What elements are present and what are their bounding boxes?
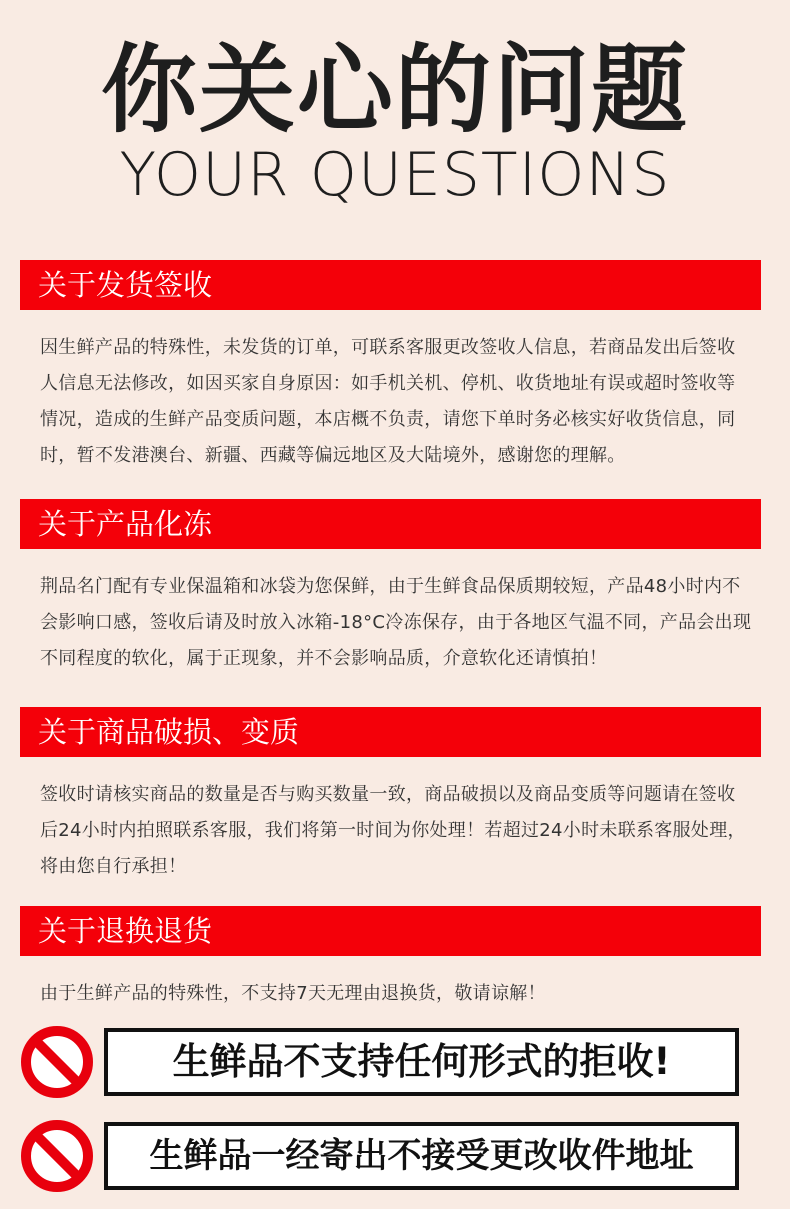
section-heading-shipping: 关于发货签收 bbox=[20, 260, 761, 310]
section-heading-returns: 关于退换退货 bbox=[20, 906, 761, 956]
section-heading-thawing: 关于产品化冻 bbox=[20, 499, 761, 549]
prohibited-icon bbox=[20, 1025, 94, 1099]
prohibited-icon bbox=[20, 1119, 94, 1193]
warning-no-address-change bbox=[104, 1122, 739, 1190]
section-body-damage: 签收时请核实商品的数量是否与购买数量一致，商品破损以及商品变质等问题请在签收后24小时内拍照联系客服，我们将第一时间为你处理！若超过24小时未联系客服处理，将由您自行承担！ bbox=[40, 784, 746, 877]
section-body-thawing: 荆品名门配有专业保温箱和冰袋为您保鲜，由于生鲜食品保质期较短，产品48小时内不会影响口感，签收后请及时放入冰箱-18°C冷冻保存，由于各地区气温不同，产品会出现不同程度的软化，属于正现象，并不会影响品质，介意软化还请慎拍！ bbox=[40, 576, 752, 669]
warning-text: 生鲜品一经寄出不接受更改收件地址 bbox=[149, 1136, 694, 1176]
warning-text: 生鲜品不支持任何形式的拒收! bbox=[172, 1040, 671, 1083]
page-title: 你关心的问题 bbox=[101, 34, 689, 146]
warning-no-rejection bbox=[104, 1028, 739, 1096]
section-body-returns: 由于生鲜产品的特殊性，不支持7天无理由退换货，敬请谅解！ bbox=[40, 983, 546, 1004]
section-body-shipping: 因生鲜产品的特殊性，未发货的订单，可联系客服更改签收人信息，若商品发出后签收人信息无法修改，如因买家自身原因：如手机关机、停机、收货地址有误或超时签收等情况，造成的生鲜产品变质问题，本店概不负责，请您下单时务必核实好收货信息，同时，暂不发港澳台、新疆、西藏等偏远地区及大陆境外，感谢您的理解。 bbox=[40, 337, 736, 466]
section-heading-damage: 关于商品破损、变质 bbox=[20, 707, 761, 757]
page-subtitle: YOUR QUESTIONS bbox=[119, 140, 671, 210]
